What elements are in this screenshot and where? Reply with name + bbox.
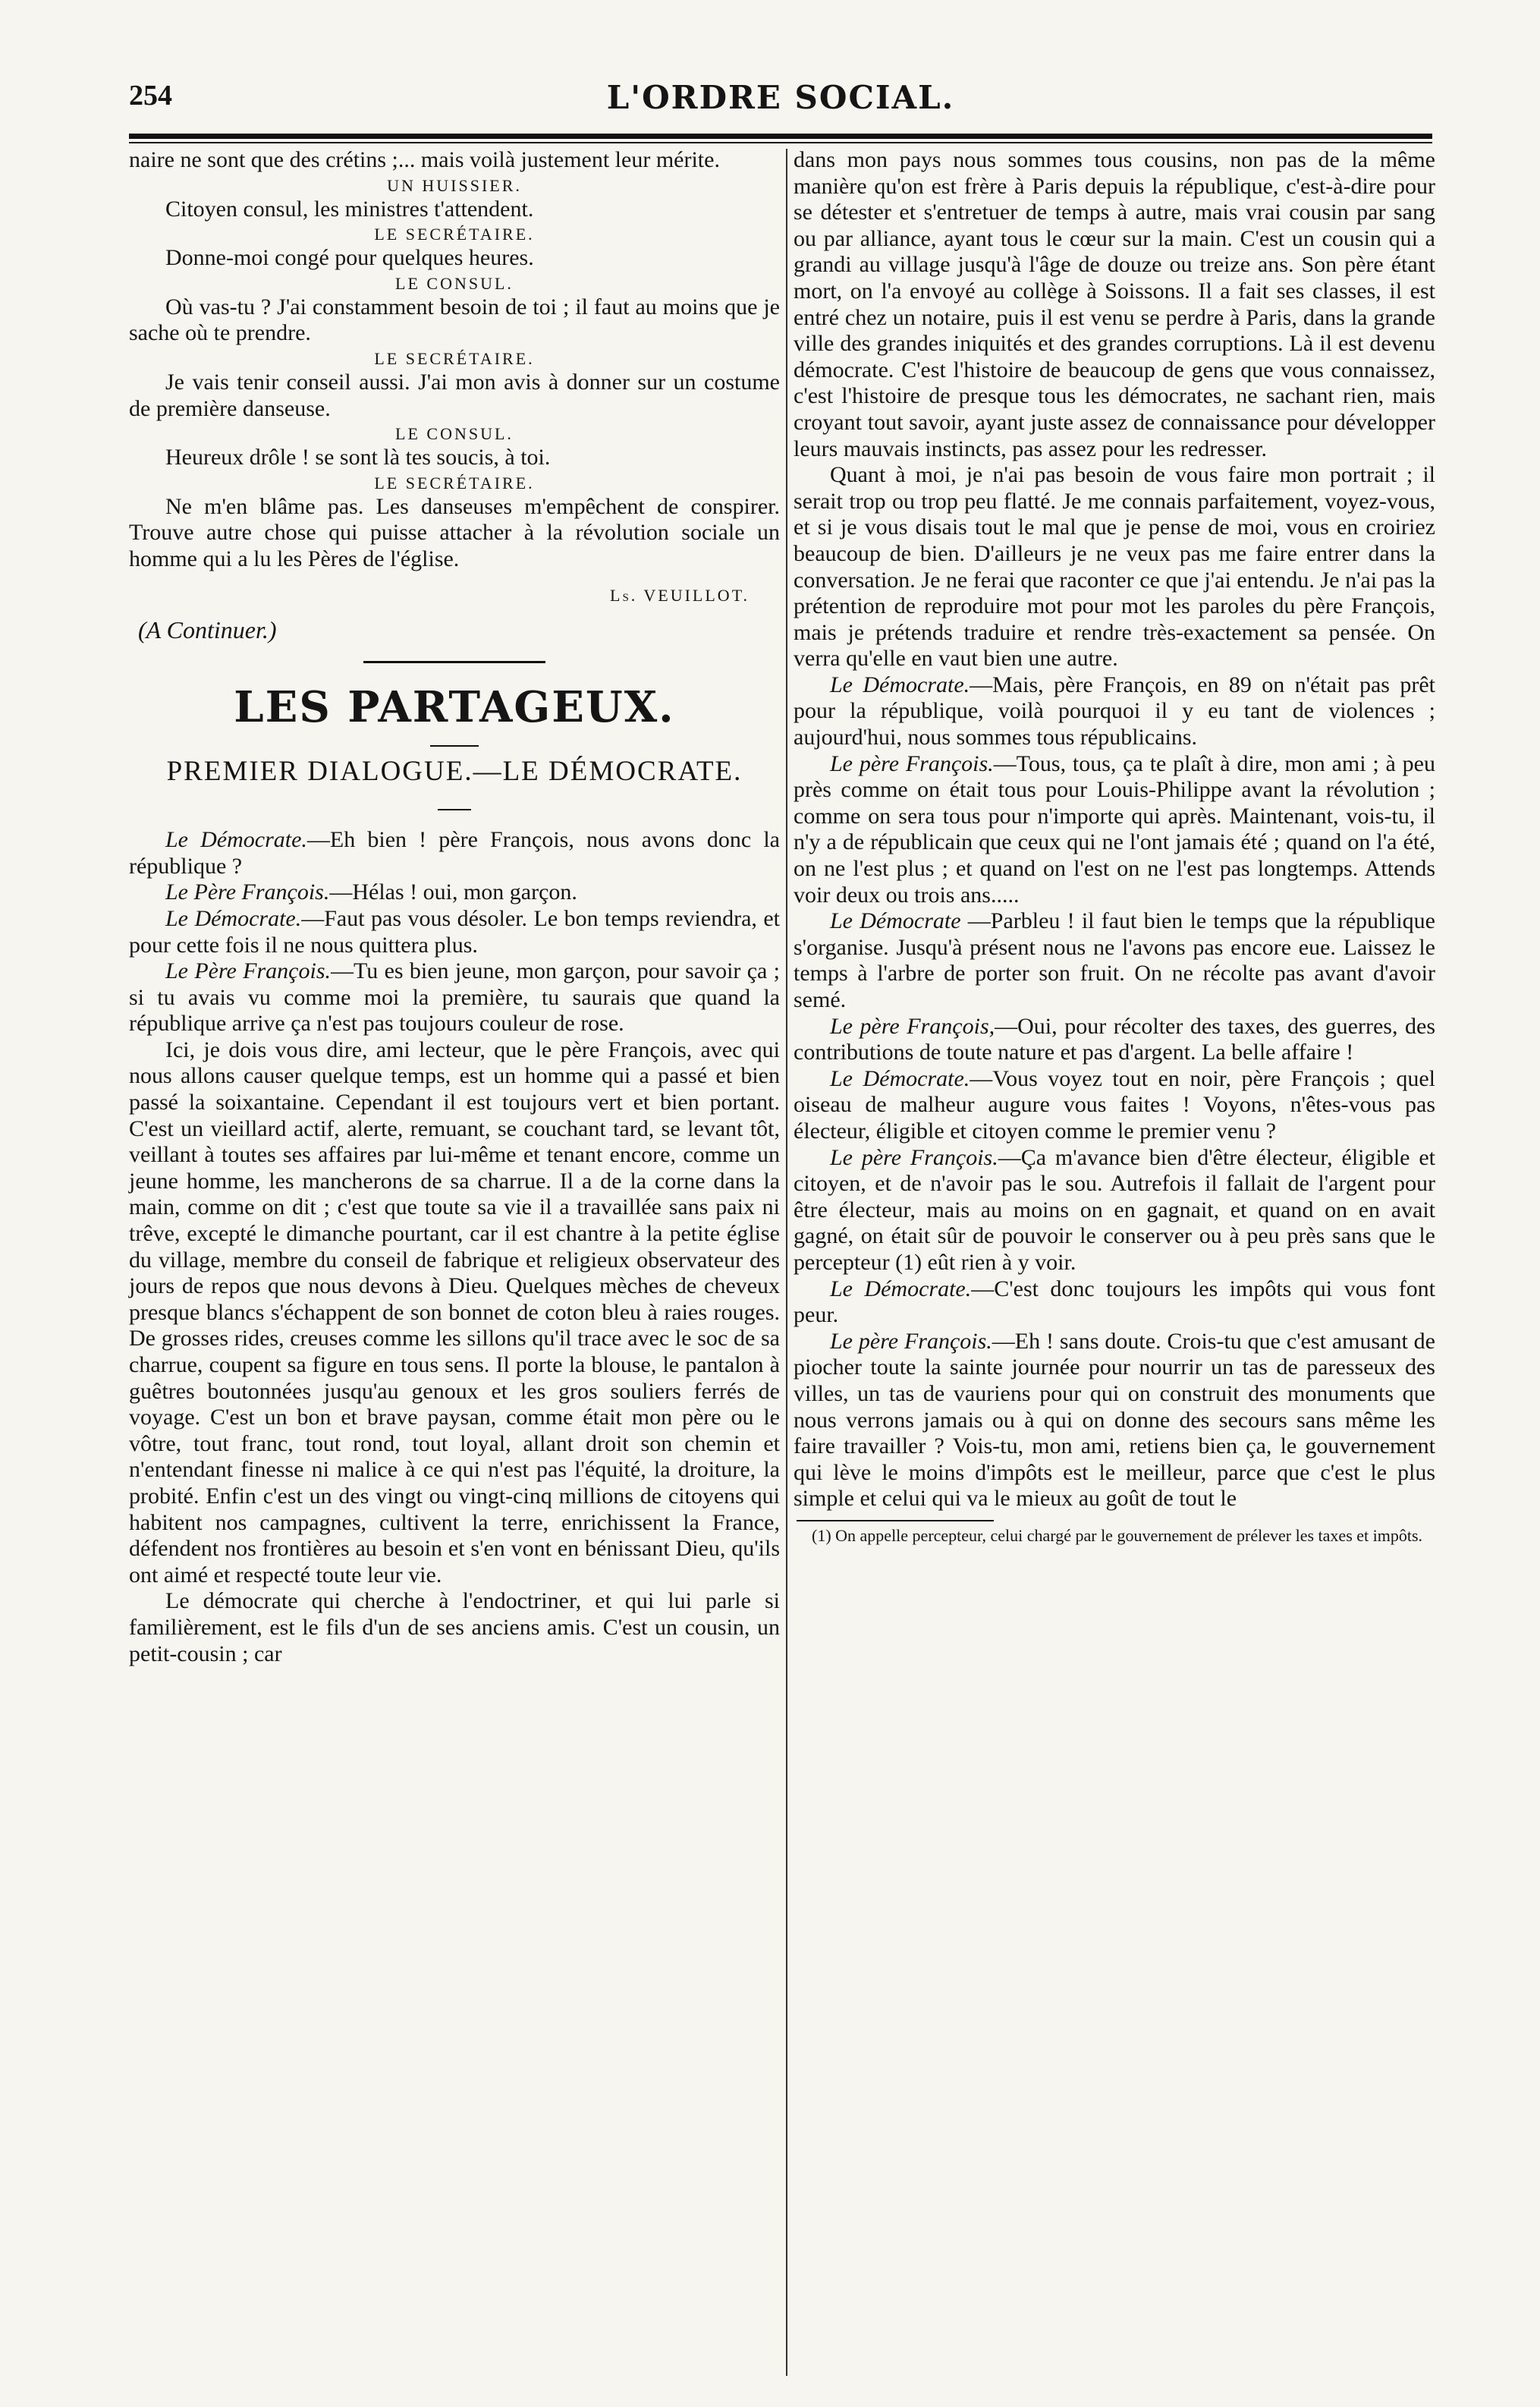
speaker-name: Le Démocrate. (830, 1065, 970, 1091)
column-divider (786, 149, 787, 2376)
speaker-name: Le Père François. (165, 879, 330, 905)
speaker-name: Le Démocrate. (165, 827, 307, 853)
dialogue-paragraph (794, 147, 1435, 462)
dialogue-paragraph (794, 1066, 1435, 1145)
journal-title: L'ORDRE SOCIAL. (606, 79, 955, 116)
paragraph-text: Ici, je dois vous dire, ami lecteur, que le père François, avec qui nous allons causer quelque temps, est un homme qui a passé et bien passé la soixantaine. Cependant il est toujours vert et bien portant. C'est un vieillard actif, alerte, remuant, se couchant tard, se levant tôt, veillant à toutes ses affaires par lui-même et tenant encore, comme un jeune homme, les mancherons de sa charrue. Il a de la corne dans la main, comme on dit ; c'est que toute sa vie il a travaillée sans paix ni trêve, excepté le dimanche pourtant, car il est chantre à la petite église du village, membre du conseil de fabrique et religieux observateur des jours de repos que nous devons à Dieu. Quelques mèches de cheveux presque blancs s'échappent de son bonnet de coton bleu à raies rouges. De grosses rides, creuses comme les sillons qu'il trace avec le soc de sa charrue, coupent sa figure en tous sens. Il porte la blouse, le pantalon à guêtres boutonnées jusqu'au genoux et les gros souliers ferrés de voyage. C'est un bon et brave paysan, comme était mon père ou le vôtre, tout franc, tout rond, tout loyal, allant droit son chemin et n'entendant finesse ni malice à ce qui n'est pas l'équité, la droiture, la probité. Enfin c'est un des vingt ou vingt-cinq millions de citoyens qui habitent nos campagnes, cultivent la terre, enrichissent la France, défendent nos frontières au besoin et s'en vont en bénissant Dieu, qu'ils ont aimé et respecté toute leur vie. (129, 1037, 780, 1587)
paragraph-text: —Faut pas vous désoler. Le bon temps reviendra, et pour cette fois il ne nous quittera plus. (129, 905, 780, 958)
title-rule (430, 745, 479, 747)
left-column (129, 147, 780, 1667)
paragraph-text: —Eh ! sans doute. Crois-tu que c'est amusant de piocher toute la sainte journée pour nourrir un tas de paresseux des villes, un tas de vauriens pour qui on construit des monuments que nous verrons jamais ou à qui on donne des secours sans même les faire travailler ? Vois-tu, mon ami, retiens bien ça, le gouvernement qui lève le moins d'impôts est le meilleur, parce que c'est le plus simple et celui qui va le mieux au goût de tout le (794, 1328, 1435, 1512)
continuation-note: (A Continuer.) (138, 615, 277, 643)
dialogue-text (129, 827, 780, 1667)
speaker-name: Le Démocrate. (830, 1276, 972, 1301)
dialogue-paragraph (794, 1014, 1435, 1066)
speaker-label: LE CONSUL. (395, 273, 514, 293)
paragraph-text: dans mon pays nous sommes tous cousins, non pas de la même manière qu'on est frère à Paris depuis la république, c'est-à-dire pour se détester et s'entretuer de temps à autre, mais vrai cousin par sang ou par alliance, ayant tous le cœur sur la main. C'est un cousin qui a grandi au village jusqu'à l'âge de douze ou treize ans. Son père étant mort, on l'a envoyé au collège à Soissons. Il a fait ses classes, il est entré chez un notaire, puis il est venu se perdre à Paris, dans la grande ville des grandes iniquités et des grandes corruptions. Là il est devenu démocrate. C'est l'histoire de beaucoup de gens que vous connaissez, c'est l'histoire de presque tous les démocrates, ne sachant rien, mais croyant tout savoir, ayant juste assez de connaissance pour développer leurs mauvais instincts, pas assez pour les redresser. (794, 147, 1435, 461)
dialogue-paragraph (794, 672, 1435, 751)
dialogue-paragraph (794, 1329, 1435, 1512)
dialogue-paragraph (129, 906, 780, 958)
speaker-label: LE CONSUL. (395, 424, 514, 444)
paragraph-text: —C'est donc toujours les impôts qui vous font peur. (794, 1276, 1435, 1328)
author-signature: Ls. VEUILLOT. (610, 585, 750, 605)
speaker-label: LE SECRÉTAIRE. (374, 348, 535, 368)
dialogue-continued (794, 147, 1435, 1512)
header-rule-thin (129, 142, 1432, 143)
play-excerpt (129, 147, 780, 573)
dialogue-paragraph (794, 751, 1435, 909)
speaker-name: Le père François. (830, 1328, 992, 1354)
speaker-name: Le Démocrate. (830, 672, 970, 697)
paragraph-text: Le démocrate qui cherche à l'endoctriner, et qui lui parle si familièrement, est le fils d'un de ses anciens amis. C'est un cousin, un petit-cousin ; car (129, 1588, 780, 1666)
dialogue-paragraph (794, 908, 1435, 1013)
paragraph-text: —Oui, pour récolter des taxes, des guerres, des contributions de toute nature et pas d'argent. La belle affaire ! (794, 1013, 1436, 1065)
dialogue-paragraph (129, 958, 780, 1037)
paragraph: Donne-moi congé pour quelques heures. (165, 245, 534, 271)
right-column (794, 147, 1435, 1546)
speaker-name: Le père François, (830, 1013, 995, 1039)
speaker-label: LE SECRÉTAIRE. (374, 473, 535, 492)
dialogue-paragraph (794, 1145, 1435, 1276)
speaker-name: Le père François. (830, 1144, 998, 1170)
paragraph: Heureux drôle ! se sont là tes soucis, à toi. (165, 445, 551, 470)
paragraph: naire ne sont que des crétins ;... mais voilà justement leur mérite. (129, 147, 720, 172)
paragraph: Citoyen consul, les ministres t'attendent. (165, 196, 534, 222)
paragraph: Où vas-tu ? J'ai constamment besoin de toi ; il faut au moins que je sache où te prendre. (129, 294, 780, 346)
dialogue-paragraph (794, 1276, 1435, 1329)
page-number: 254 (129, 80, 172, 112)
dialogue-paragraph (129, 1588, 780, 1667)
dialogue-title: PREMIER DIALOGUE.—LE DÉMOCRATE. (166, 756, 743, 788)
paragraph: Ne m'en blâme pas. Les danseuses m'empêchent de conspirer. Trouve autre chose qui puisse attacher à la révolution sociale un homme qui a lu les Pères de l'église. (129, 493, 780, 571)
dialogue-paragraph (129, 1037, 780, 1588)
page-header (129, 79, 1432, 124)
paragraph-text: Quant à moi, je n'ai pas besoin de vous faire mon portrait ; il serait trop ou trop peu flatté. Je me connais parfaitement, voyez-vous, et si je vous disais tout le mal que je pense de moi, vous en croiriez beaucoup de bien. D'ailleurs je ne veux pas me faire entrer dans la conversation. Je ne ferai que raconter ce que j'ai entendu. Je n'ai pas la prétention de reproduire mot pour mot les paroles du père François, mais je prétends traduire et rendre très-exactement sa pensée. On verra qu'elle en vaut bien une autre. (794, 462, 1435, 672)
paragraph-text: —Parbleu ! il faut bien le temps que la république s'organise. Jusqu'à présent nous ne l'avons pas encore eue. Laissez le temps à l'arbre de porter son fruit. On ne récolte pas avant d'avoir semé. (794, 908, 1435, 1012)
dialogue-paragraph (129, 879, 780, 906)
header-rule-thick (129, 134, 1432, 139)
speaker-label: UN HUISSIER. (387, 175, 522, 195)
paragraph-text: —Tu es bien jeune, mon garçon, pour savoir ça ; si tu avais vu comme moi la première, tu saurais que quand la république arrive ça n'est pas toujours couleur de rose. (129, 958, 781, 1037)
speaker-name: Le Démocrate. (165, 905, 302, 931)
paragraph-text: —Mais, père François, en 89 on n'était pas prêt pour la république, voilà pourquoi il y eu tant de violences ; aujourd'hui, nous sommes tous républicains. (794, 672, 1435, 750)
speaker-name: Le père François. (830, 750, 994, 776)
speaker-name: Le Père François. (165, 958, 331, 984)
speaker-name: Le Démocrate (830, 908, 961, 934)
footnote: (1) On appelle percepteur, celui chargé par le gouvernement de prélever les taxes et impôts. (812, 1525, 1423, 1545)
section-separator (363, 661, 545, 663)
dialogue-rule (438, 809, 471, 810)
paragraph-text: —Tous, tous, ça te plaît à dire, mon ami ; à peu près comme on était tous pour Louis-Philippe avant la révolution ; comme on sera tous pour n'importe qui après. Maintenant, vois-tu, il n'y a de républicain que ceux qui ne l'ont jamais été ; quand on l'a été, on ne l'est plus ; et quand on l'est on ne l'est pas longtemps. Attends voir deux ou trois ans..... (794, 750, 1435, 908)
dialogue-paragraph (794, 462, 1435, 672)
section-title: LES PARTAGEUX. (234, 682, 675, 733)
footnote-rule (797, 1520, 994, 1521)
speaker-label: LE SECRÉTAIRE. (374, 225, 535, 244)
paragraph-text: —Hélas ! oui, mon garçon. (329, 879, 577, 905)
paragraph: Je vais tenir conseil aussi. J'ai mon avis à donner sur un costume de première danseuse. (129, 369, 780, 421)
paragraph-text: —Ça m'avance bien d'être électeur, éligible et citoyen, et de n'avoir pas le sou. Autrefois il fallait de l'argent pour être électeur, mais au moins on en gagnait, et quand on en avait gagné, on était sûr de pouvoir le conserver ou à peu près sans que le percepteur (1) eût rien à y voir. (794, 1144, 1435, 1275)
dialogue-paragraph (129, 827, 780, 879)
paragraph-text: —Eh bien ! père François, nous avons donc la république ? (129, 827, 780, 879)
paragraph-text: —Vous voyez tout en noir, père François ; quel oiseau de malheur augure vous faites ! Voyons, n'êtes-vous pas électeur, éligible et citoyen comme le premier venu ? (794, 1065, 1435, 1144)
